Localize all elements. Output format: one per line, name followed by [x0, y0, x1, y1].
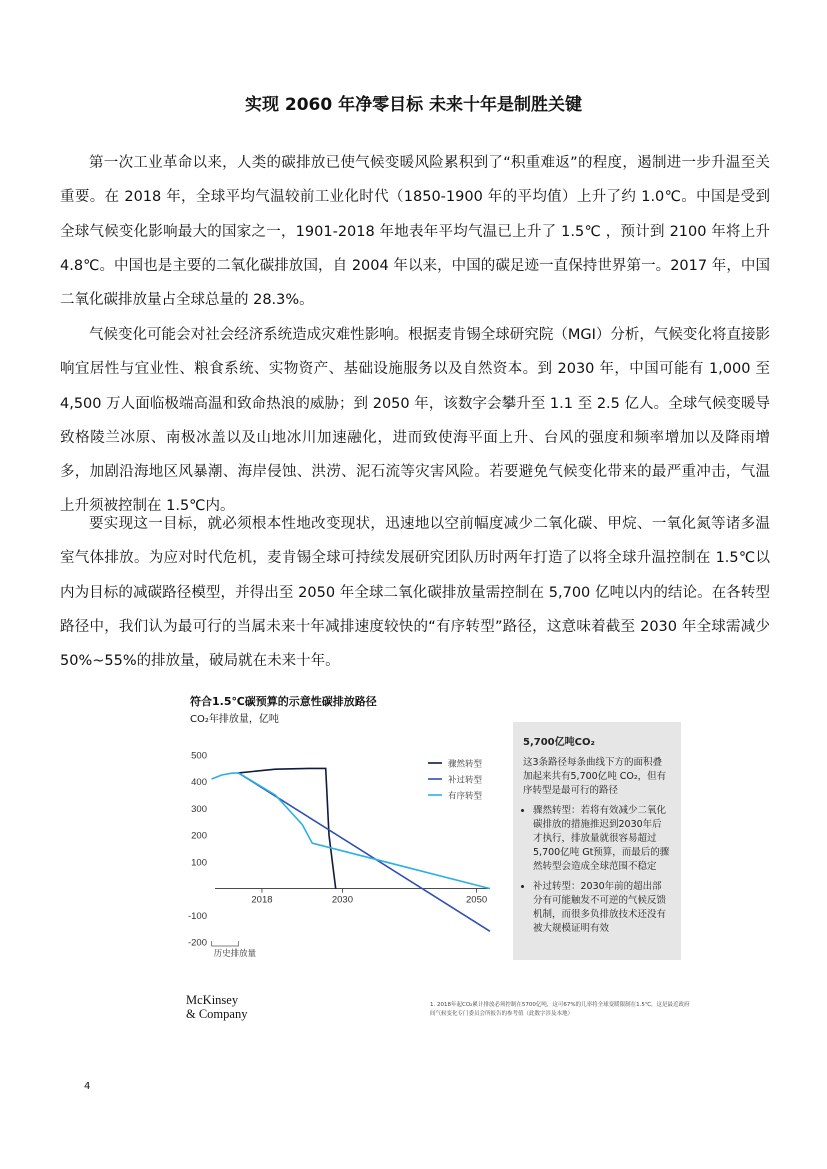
- legend-label: 有序转型: [448, 791, 483, 802]
- y-tick-label: 500: [191, 750, 207, 762]
- y-tick-label: -200: [187, 937, 207, 949]
- x-tick-label: 2018: [251, 894, 273, 906]
- chart-y-label: CO₂年排放量，亿吨: [190, 714, 279, 725]
- sidebox-intro: 这3条路径每条曲线下方的面积叠加起来共有5,700亿吨 CO₂，但有序转型是最可行的路径: [523, 757, 667, 796]
- y-tick-label: 100: [191, 857, 207, 869]
- series-line-骤然转型: [239, 768, 336, 888]
- y-tick-label: 400: [191, 777, 207, 789]
- chart-title: 符合1.5℃碳预算的示意性碳排放路径: [190, 695, 377, 708]
- paragraph-2: 气候变化可能会对社会经济系统造成灾难性影响。根据麦肯锡全球研究院（MGI）分析，气候变化将直接影响宜居性与宜业性、粮食系统、实物资产、基础设施服务以及自然资本。到 2030 年，中国可能有 1,000 至 4,500 万人面临极端高温和致命热浪的威胁；到 2050 年，该数字会攀升至 1.1 至 2.5 亿人。全球气候变暖导致格陵兰冰原、南极冰盖以及山地冰川加速融化，进而致使海平面上升、台风的强度和频率增加以及降雨增多，加剧沿海地区风暴潮、海岸侵蚀、洪涝、泥石流等灾害风险。若要避免气候变化带来的最严重冲击，气温上升须被控制在 1.5℃内。: [60, 327, 770, 515]
- chart-sidebox: [513, 722, 681, 960]
- sidebox-item: • 补过转型：2030年前的超出部分有可能触发不可逆的气候反馈机制，而很多负排放技术还没有被大规模证明有效: [533, 880, 671, 936]
- y-tick-label: 300: [191, 803, 207, 815]
- chart-footnote: 1. 2018年起CO₂累计排放必须控制在5700亿吨，这可67%的几率将全球变暖限制在1.5℃，这是最近政府间气候变化专门委员会所报告的参考值（此数字涉及本地）: [430, 1002, 690, 1017]
- legend-label: 补过转型: [448, 775, 483, 786]
- logo-line-2: & Company: [186, 1007, 248, 1021]
- y-tick-label: -100: [187, 910, 207, 922]
- page-number: 4: [84, 1081, 91, 1092]
- sidebox-heading: 5,700亿吨CO₂: [523, 737, 595, 748]
- historical-line: [212, 773, 239, 779]
- series-line-有序转型: [239, 773, 491, 889]
- x-tick-label: 2030: [331, 894, 354, 906]
- paragraph-1: 第一次工业革命以来，人类的碳排放已使气候变暖风险累积到了“积重难返”的程度，遏制进一步升温至关重要。在 2018 年，全球平均气温较前工业化时代（1850-1900 年的平均值）上升了约 1.0℃。中国是受到全球气候变化影响最大的国家之一，1901-2018 年地表年平均气温已上升了 1.5℃ ，预计到 2100 年将上升 4.8℃。中国也是主要的二氧化碳排放国，自 2004 年以来，中国的碳足迹一直保持世界第一。2017 年，中国二氧化碳排放量占全球总量的 28.3%。: [60, 155, 770, 309]
- mckinsey-logo: [186, 993, 247, 1021]
- legend-label: 骤然转型: [448, 759, 483, 770]
- emissions-chart: [180, 745, 500, 960]
- historical-label: 历史排放量: [213, 949, 257, 959]
- page-title: 实现 2060 年净零目标 未来十年是制胜关键: [244, 95, 583, 115]
- sidebox-item: • 骤然转型：若将有效减少二氧化碳排放的措施推迟到2030年后才执行，排放量就很容易超过5,700亿吨 Gt预算，而最后的骤然转型会造成全球范围不稳定: [533, 804, 671, 874]
- paragraph-3: 要实现这一目标，就必须根本性地改变现状，迅速地以空前幅度减少二氧化碳、甲烷、一氧化氮等诸多温室气体排放。为应对时代危机，麦肯锡全球可持续发展研究团队历时两年打造了以将全球升温控制在 1.5℃以内为目标的减碳路径模型，并得出至 2050 年全球二氧化碳排放量需控制在 5,700 亿吨以内的结论。在各转型路径中，我们认为最可行的当属未来十年减排速度较快的“有序转型”路径，这意味着截至 2030 年全球需减少 50%~55%的排放量，破局就在未来十年。: [60, 516, 770, 670]
- x-tick-label: 2050: [466, 894, 488, 906]
- y-tick-label: 200: [191, 830, 207, 842]
- logo-line-1: McKinsey: [186, 993, 239, 1007]
- historical-bracket: [212, 941, 239, 946]
